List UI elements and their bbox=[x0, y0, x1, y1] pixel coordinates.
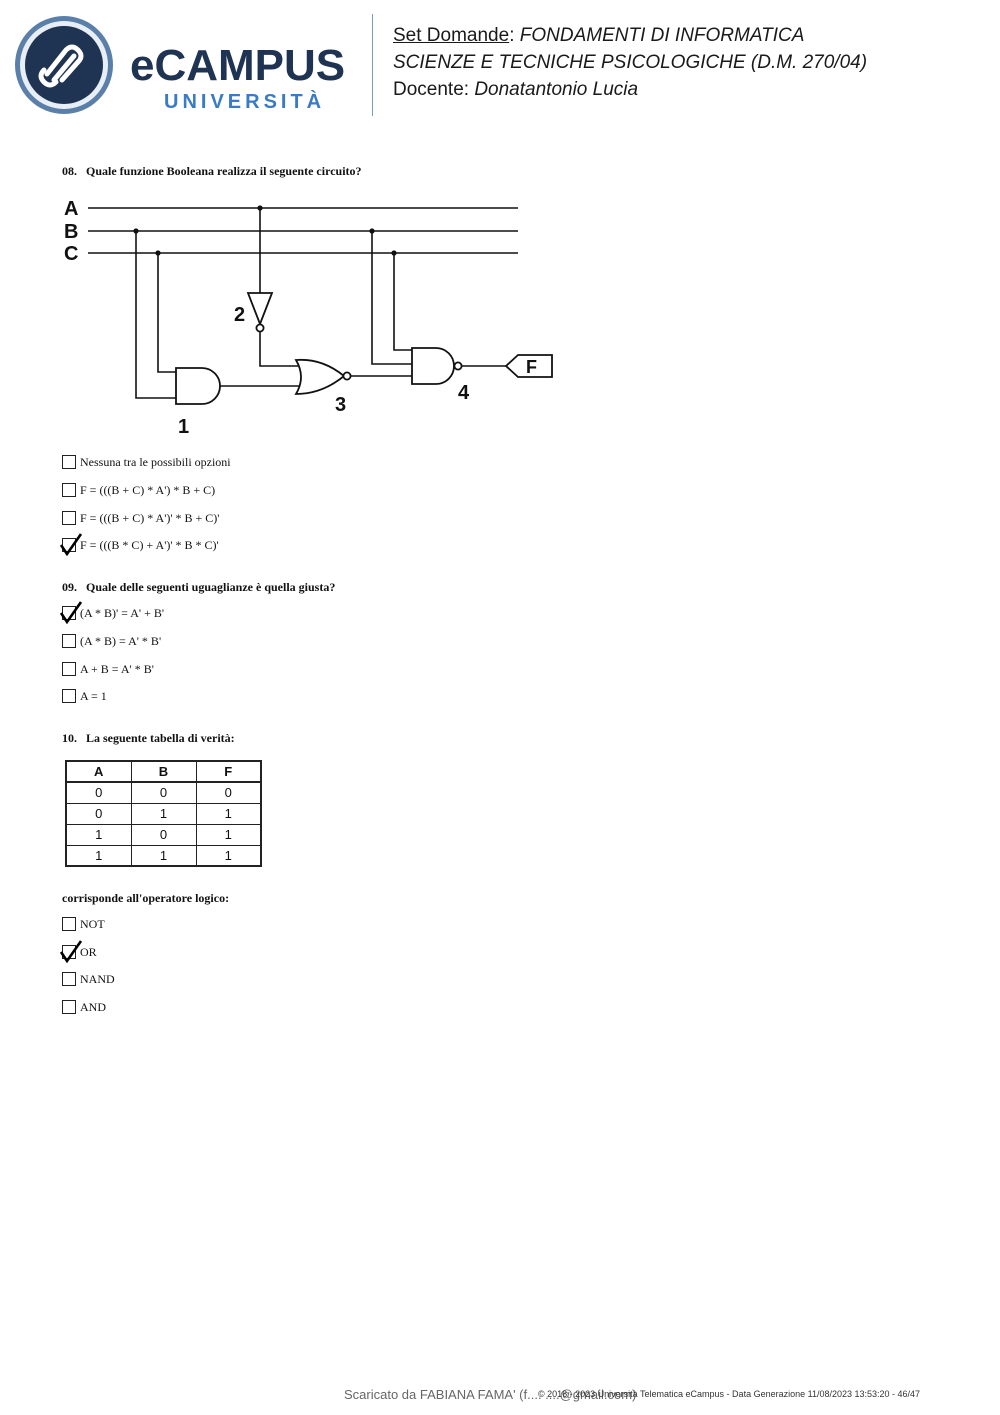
header-info bbox=[393, 22, 867, 103]
option-08-b[interactable] bbox=[62, 482, 215, 498]
option-10-b[interactable] bbox=[62, 944, 97, 960]
question-number: 08. bbox=[62, 164, 77, 178]
checkbox[interactable] bbox=[62, 483, 76, 497]
option-text: (A * B) = A' * B' bbox=[80, 633, 162, 648]
option-text: NAND bbox=[80, 971, 115, 986]
input-label-c: C bbox=[64, 243, 79, 265]
question-number: 09. bbox=[62, 580, 77, 594]
table-cell: 0 bbox=[196, 782, 261, 803]
question-text: La seguente tabella di verità: bbox=[86, 731, 235, 745]
question-text: Quale delle seguenti uguaglianze è quella giusta? bbox=[86, 580, 336, 594]
table-cell: 0 bbox=[66, 803, 131, 824]
option-text: (A * B)' = A' + B' bbox=[80, 605, 165, 620]
table-cell: 0 bbox=[66, 782, 131, 803]
table-header-row bbox=[66, 761, 261, 782]
table-row bbox=[66, 803, 261, 824]
table-cell: 1 bbox=[196, 824, 261, 845]
table-cell: 1 bbox=[131, 803, 196, 824]
header-separator bbox=[372, 14, 373, 116]
option-text: F = (((B + C) * A')' * B + C)' bbox=[80, 510, 220, 525]
option-08-d[interactable] bbox=[62, 537, 219, 553]
option-text: A + B = A' * B' bbox=[80, 661, 154, 676]
teacher-label: Docente: bbox=[393, 79, 470, 100]
header-line-3 bbox=[393, 76, 867, 103]
logic-circuit-diagram bbox=[62, 190, 562, 440]
table-row bbox=[66, 845, 261, 866]
option-10-a[interactable] bbox=[62, 916, 105, 932]
option-09-c[interactable] bbox=[62, 661, 154, 677]
gate-label-4: 4 bbox=[458, 382, 470, 404]
option-text: Nessuna tra le possibili opzioni bbox=[80, 454, 231, 469]
logo-word: eCAMPUS bbox=[130, 41, 346, 90]
output-label-f: F bbox=[526, 357, 537, 377]
degree-name: SCIENZE E TECNICHE PSICOLOGICHE (D.M. 270/04) bbox=[393, 52, 868, 73]
table-row bbox=[66, 782, 261, 803]
header-line-1: Set Domande: FONDAMENTI DI INFORMATICA bbox=[393, 25, 805, 46]
table-cell: 0 bbox=[131, 782, 196, 803]
page-footer bbox=[0, 1387, 1000, 1403]
gate-label-3: 3 bbox=[335, 394, 347, 416]
option-08-c[interactable] bbox=[62, 510, 219, 526]
input-label-b: B bbox=[64, 221, 79, 243]
checkbox-checked[interactable] bbox=[62, 945, 76, 959]
checkbox[interactable] bbox=[62, 511, 76, 525]
input-label-a: A bbox=[64, 198, 79, 220]
header-line-2 bbox=[393, 49, 867, 76]
checkbox-checked[interactable] bbox=[62, 606, 76, 620]
truth-table bbox=[65, 760, 262, 867]
option-text: A = 1 bbox=[80, 688, 107, 703]
checkmark-icon bbox=[59, 601, 83, 625]
table-cell: 1 bbox=[196, 845, 261, 866]
table-cell: 1 bbox=[196, 803, 261, 824]
checkbox[interactable] bbox=[62, 689, 76, 703]
question-08-title bbox=[62, 164, 362, 179]
checkbox[interactable] bbox=[62, 662, 76, 676]
checkbox[interactable] bbox=[62, 634, 76, 648]
table-header-cell: B bbox=[131, 761, 196, 782]
checkbox[interactable] bbox=[62, 455, 76, 469]
checkmark-icon bbox=[59, 940, 83, 964]
checkbox[interactable] bbox=[62, 972, 76, 986]
option-text: F = (((B + C) * A') * B + C) bbox=[80, 482, 216, 497]
option-text: NOT bbox=[80, 916, 105, 931]
question-10-title bbox=[62, 731, 235, 746]
ecampus-logo bbox=[14, 14, 359, 118]
option-text: OR bbox=[80, 944, 97, 959]
question-text: Quale funzione Booleana realizza il seguente circuito? bbox=[86, 164, 362, 178]
table-cell: 1 bbox=[131, 845, 196, 866]
table-cell: 1 bbox=[66, 824, 131, 845]
checkbox-checked[interactable] bbox=[62, 538, 76, 552]
logo-sub: UNIVERSITÀ bbox=[164, 91, 326, 113]
option-10-d[interactable] bbox=[62, 999, 106, 1015]
checkbox[interactable] bbox=[62, 1000, 76, 1014]
set-label: Set Domande bbox=[393, 25, 510, 46]
table-row bbox=[66, 824, 261, 845]
question-10-subtext: corrisponde all'operatore logico: bbox=[62, 891, 230, 905]
teacher-name: Donatantonio Lucia bbox=[474, 79, 639, 100]
gate-label-1: 1 bbox=[178, 416, 190, 438]
option-08-a[interactable] bbox=[62, 454, 231, 470]
table-header-cell: A bbox=[66, 761, 131, 782]
option-09-a[interactable] bbox=[62, 605, 164, 621]
checkmark-icon bbox=[59, 533, 83, 557]
table-header-cell: F bbox=[196, 761, 261, 782]
option-text: F = (((B * C) + A')' * B * C)' bbox=[80, 537, 219, 552]
option-09-b[interactable] bbox=[62, 633, 161, 649]
copyright-text: © 2016 - 2023 Università Telematica eCampus - Data Generazione 11/08/2023 13:53:20 - 46/47 bbox=[538, 1389, 921, 1399]
question-09-title bbox=[62, 580, 335, 595]
table-cell: 0 bbox=[131, 824, 196, 845]
option-text: AND bbox=[80, 999, 106, 1014]
checkbox[interactable] bbox=[62, 917, 76, 931]
gate-label-2: 2 bbox=[234, 304, 246, 326]
table-cell: 1 bbox=[66, 845, 131, 866]
course-name: FONDAMENTI DI INFORMATICA bbox=[519, 25, 805, 46]
download-watermark: Scaricato da FABIANA FAMA' (f.... ....@gmail.com) bbox=[344, 1387, 637, 1402]
option-10-c[interactable] bbox=[62, 971, 115, 987]
option-09-d[interactable] bbox=[62, 688, 107, 704]
question-number: 10. bbox=[62, 731, 77, 745]
